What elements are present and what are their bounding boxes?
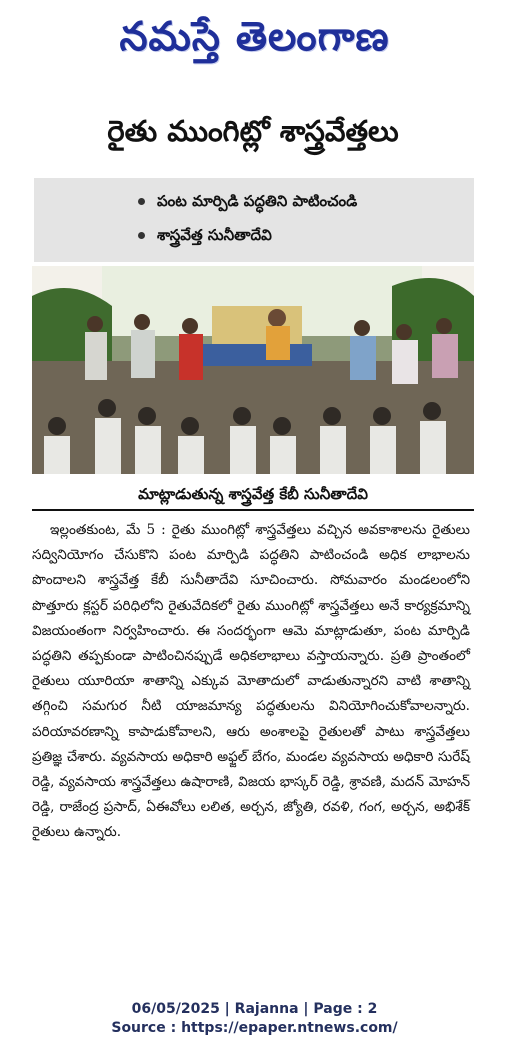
highlight-text: పంట మార్పిడి పద్ధతిని పాటించండి xyxy=(157,192,358,210)
highlight-box xyxy=(34,178,474,262)
source-footer xyxy=(0,1000,509,1038)
article-body: ఇల్లంతకుంట, మే 5 : రైతు ముంగిట్లో శాస్త్రవేత్తలు వచ్చిన అవకాశాలను రైతులు సద్వినియోగం చేసుకొని పంట మార్పిడి పద్ధతిని పాటించండి అధిక లాభాలను పొందాలని శాస్త్రవేత్త కేబీ సునీతాదేవి సూచించారు. సోమవారం మండలంలోని పొత్తూరు క్లస్టర్ పరిధిలోని రైతువేదికలో రైతు ముంగిట్లో శాస్త్రవేత్తలు అనే కార్యక్రమాన్ని విజయంతంగా నిర్వహించారు. ఈ సందర్భంగా ఆమె మాట్లాడుతూ, పంట మార్పిడి పద్ధతిని తప్పకుండా పాటించినప్పుడే అధికలాభాలు వస్తాయన్నారు. ప్రతి ప్రాంతంలో రైతులు యూరియా శాతాన్ని ఎక్కువ మోతాదులో వాడుతున్నారని వాటి శాతాన్ని తగ్గించి సమగుర నీటి యాజమాన్య పద్ధతులను వినియోగించుకోవాలన్నారు. పరియావరణాన్ని కాపాడుకోవాలని, ఆరు అంశాలపై రైతులతో పాటు శాస్త్రవేత్తలు ప్రతిజ్ఞ చేశారు. వ్యవసాయ అధికారి అఫ్జల్ బేగం, మండల వ్యవసాయ అధికారి సురేష్ రెడ్డి, వ్యవసాయ శాస్త్రవేత్తలు ఉషారాణి, విజయ భాస్కర్ రెడ్డి, శ్రావణి, మదన్ మోహన్ రెడ్డి, రాజేంద్ర ప్రసాద్, ఏఈవోలు లలిత, అర్చన, జ్యోతి, రవళి, గంగ, అర్చన, అభిశేక్ రైతులు ఉన్నారు. xyxy=(32,522,470,841)
event-photo-illustration xyxy=(32,266,474,474)
highlight-item xyxy=(138,226,272,248)
bullet-icon xyxy=(138,232,145,239)
masthead xyxy=(0,0,509,84)
highlight-text: శాస్త్రవేత్త సునీతాదేవి xyxy=(157,226,272,244)
newspaper-logo: నమస్తే తెలంగాణ xyxy=(119,14,390,60)
bullet-icon xyxy=(138,198,145,205)
edition-info: 06/05/2025 | Rajanna | Page : 2 xyxy=(131,1001,378,1017)
article-clipping xyxy=(32,100,474,990)
article-headline: రైతు ముంగిట్లో శాస్త్రవేత్తలు xyxy=(107,114,399,148)
highlight-item xyxy=(138,192,357,214)
article-photo xyxy=(32,266,474,474)
photo-caption: మాట్లాడుతున్న శాస్త్రవేత్త కేబీ సునీతాదేవి xyxy=(32,479,474,511)
source-url: Source : https://epaper.ntnews.com/ xyxy=(111,1020,398,1036)
